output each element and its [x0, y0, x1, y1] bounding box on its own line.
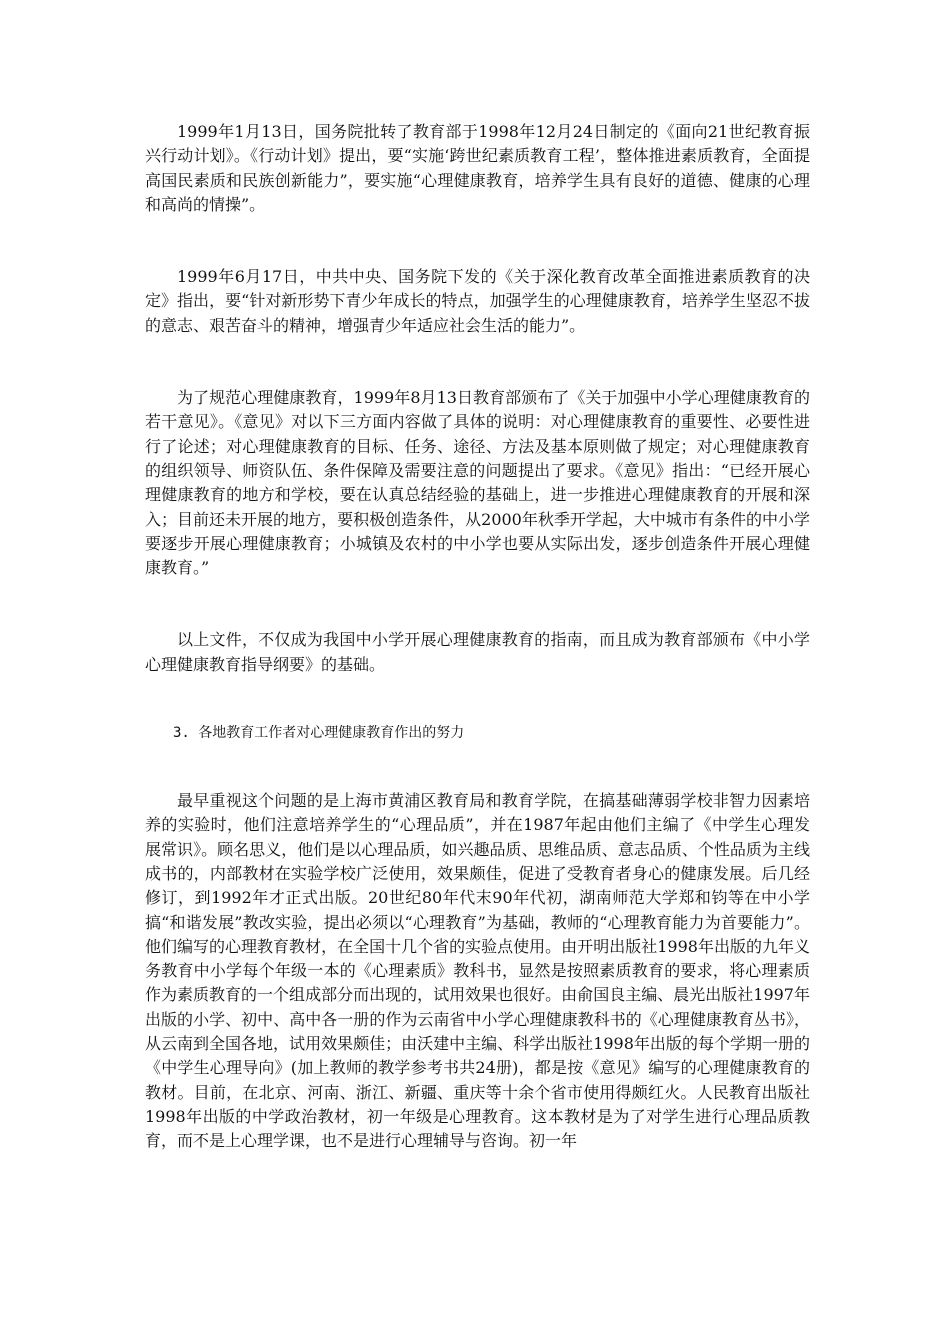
- section-heading: 3. 各地教育工作者对心理健康教育作出的努力: [173, 725, 465, 742]
- paragraph-efforts: 最早重视这个问题的是上海市黄浦区教育局和教育学院，在搞基础薄弱学校非智力因素培养的实验时，他们注意培养学生的“心理品质”，并在1987年起由他们主编了《中学生心理发展常识》。顾名思义，他们是以心理品质，如兴趣品质、思维品质、意志品质、个性品质为主线成书的，内部教材在实验学校广泛使用，效果颇佳，促进了受教育者身心的健康发展。后几经修订，到1992年才正式出版。20世纪80年代末90年代初，湖南师范大学郑和钧等在中小学搞“和谐发展”教改实验，提出必须以“心理教育”为基础，教师的“心理教育能力为首要能力”。他们编写的心理教育教材，在全国十几个省的实验点使用。由开明出版社1998年出版的九年义务教育中小学每个年级一本的《心理素质》教科书，显然是按照素质教育的要求，将心理素质作为素质教育的一个组成部分而出现的，试用效果也很好。由俞国良主编、晨光出版社1997年出版的小学、初中、高中各一册的作为云南省中小学心理健康教科书的《心理健康教育丛书》，从云南到全国各地，试用效果颇佳；由沃建中主编、科学出版社1998年出版的每个学期一册的《中学生心理导向》(加上教师的教学参考书共24册)，都是按《意见》编写的心理健康教育的教材。目前，在北京、河南、浙江、新疆、重庆等十余个省市使用得颇红火。人民教育出版社1998年出版的中学政治教材，初一年级是心理教育。这本教材是为了对学生进行心理品质教育，而不是上心理学课，也不是进行心理辅导与咨询。初一年: [145, 791, 810, 1151]
- paragraph-decision: 1999年6月17日，中共中央、国务院下发的《关于深化教育改革全面推进素质教育的决定》指出，要“针对新形势下青少年成长的特点，加强学生的心理健康教育，培养学生坚忍不拔的意志、艰苦奋斗的精神，增强青少年适应社会生活的能力”。: [145, 267, 810, 335]
- paragraph-gap: [145, 677, 810, 721]
- paragraph-gap: [145, 580, 810, 628]
- paragraph-summary: 以上文件，不仅成为我国中小学开展心理健康教育的指南，而且成为教育部颁布《中小学心理健康教育指导纲要》的基础。: [145, 630, 810, 674]
- paragraph-gap: [145, 745, 810, 789]
- paragraph-gap: [145, 217, 810, 265]
- document-page: [145, 120, 810, 1154]
- paragraph-action-plan: 1999年1月13日，国务院批转了教育部于1998年12月24日制定的《面向21世纪教育振兴行动计划》。《行动计划》提出，要“实施‘跨世纪素质教育工程’，整体推进素质教育，全面提高国民素质和民族创新能力”，要实施“心理健康教育，培养学生具有良好的道德、健康的心理和高尚的情操”。: [145, 122, 810, 214]
- paragraph-opinions: 为了规范心理健康教育，1999年8月13日教育部颁布了《关于加强中小学心理健康教育的若干意见》。《意见》对以下三方面内容做了具体的说明：对心理健康教育的重要性、必要性进行了论述；对心理健康教育的目标、任务、途径、方法及基本原则做了规定；对心理健康教育的组织领导、师资队伍、条件保障及需要注意的问题提出了要求。《意见》指出：“已经开展心理健康教育的地方和学校，要在认真总结经验的基础上，进一步推进心理健康教育的开展和深入；目前还未开展的地方，要积极创造条件，从2000年秋季开学起，大中城市有条件的中小学要逐步开展心理健康教育；小城镇及农村的中小学也要从实际出发，逐步创造条件开展心理健康教育。”: [145, 388, 810, 578]
- paragraph-gap: [145, 338, 810, 386]
